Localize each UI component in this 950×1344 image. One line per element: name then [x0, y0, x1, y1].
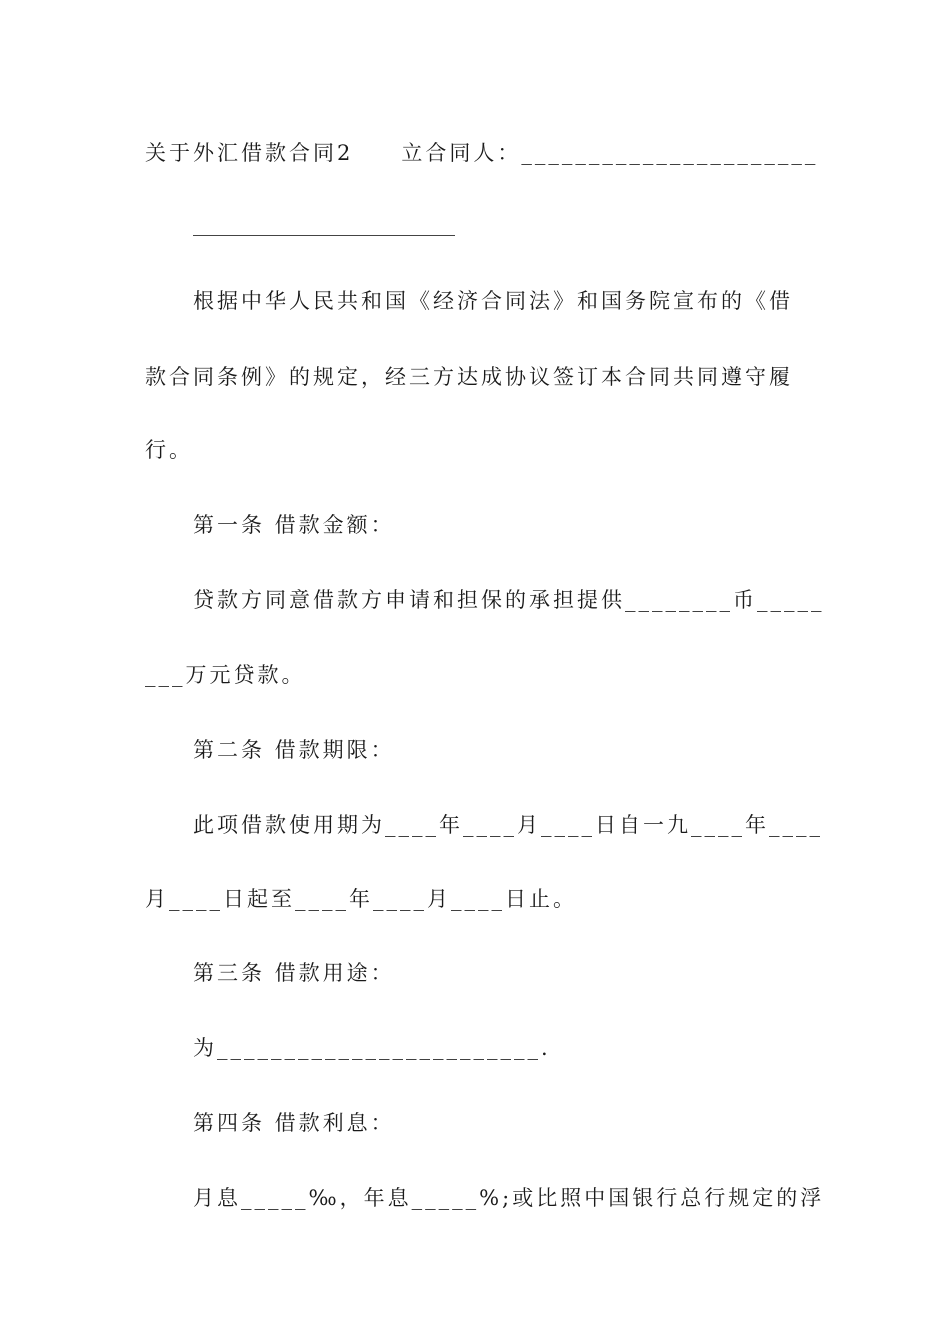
preamble-line-2: 款合同条例》的规定，经三方达成协议签订本合同共同遵守履	[145, 365, 793, 389]
preamble-line-1: 根据中华人民共和国《经济合同法》和国务院宣布的《借	[193, 289, 793, 313]
article-2-heading: 第二条 借款期限：	[193, 738, 395, 762]
article-2-text-2: 月____日起至____年____月____日止。	[145, 887, 577, 911]
article-2-text-1: 此项借款使用期为____年____月____日自一九____年____	[193, 813, 823, 837]
document-title: 关于外汇借款合同2	[145, 141, 354, 165]
article-3-heading: 第三条 借款用途：	[193, 961, 395, 985]
article-1-heading: 第一条 借款金额：	[193, 513, 395, 537]
article-1-text-1: 贷款方同意借款方申请和担保的承担提供________币_____	[193, 588, 825, 612]
party-signature-blank	[193, 235, 455, 236]
party-label: 立合同人：______________________	[401, 141, 819, 165]
title-line	[145, 138, 819, 168]
article-3-text: 为________________________.	[193, 1036, 551, 1060]
article-1-text-2: ___万元贷款。	[145, 663, 306, 687]
preamble-line-3: 行。	[145, 438, 193, 462]
article-4-heading: 第四条 借款利息：	[193, 1111, 395, 1135]
article-4-text: 月息_____‰，年息_____%;或比照中国银行总行规定的浮	[193, 1186, 825, 1210]
